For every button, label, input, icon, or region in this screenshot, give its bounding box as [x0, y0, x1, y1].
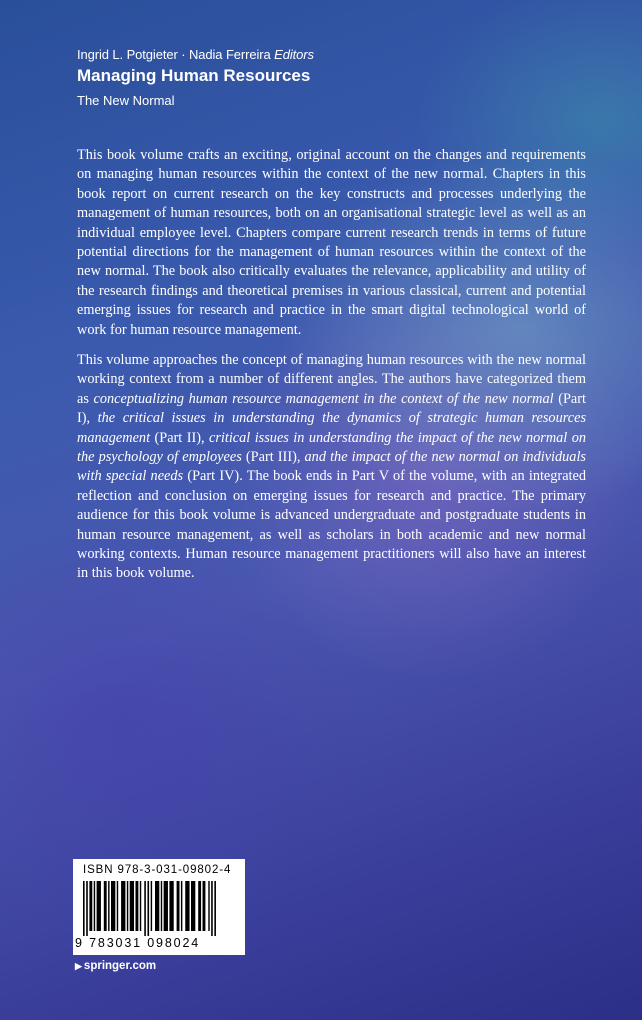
- barcode-bar: [135, 881, 138, 931]
- barcode-bar: [161, 881, 162, 931]
- barcode-bar: [89, 881, 92, 931]
- paragraph-2-segment: conceptualizing human resource management in the context of the new normal: [93, 390, 554, 407]
- barcode-bar: [108, 881, 109, 931]
- barcode-bars: [83, 881, 235, 936]
- book-title: Managing Human Resources: [77, 66, 311, 85]
- barcode-bar: [94, 881, 95, 931]
- blurb-paragraph-1: This book volume crafts an exciting, original account on the changes and requirements on managing human resources within the context of the new normal. Chapters in this book report on current research on the key constructs and processes underlying the management of human resources, both on an organisational strategic level as well as an individual employee level. Chapters compare current research trends in terms of future potential directions for the management of human resources within the context of the new normal. The book also critically evaluates the relevance, applicability and utility of the research findings and theoretical premises in various classical, current and potential emerging issues for research and practice in the smart digital technological world of work for human resource management.: [77, 147, 586, 338]
- book-subtitle: The New Normal: [77, 93, 175, 108]
- barcode-bar: [130, 881, 134, 931]
- barcode-bar: [86, 881, 88, 936]
- barcode-bar: [211, 881, 213, 936]
- editors-line: [77, 47, 314, 62]
- barcode-bar: [198, 881, 201, 931]
- paragraph-2-segment: This volume approaches the concept of managing human resources with the new normal working context from a number of different angles. The authors have categorized them as: [77, 352, 586, 407]
- barcode-bar: [147, 881, 149, 936]
- barcode-bar: [191, 881, 195, 931]
- paragraph-2-segment: (Part III),: [241, 449, 305, 466]
- ean-digits: 9 783031 098024: [75, 936, 201, 950]
- barcode-bar: [121, 881, 125, 931]
- publisher-link[interactable]: [75, 960, 156, 972]
- barcode-bar: [214, 881, 216, 936]
- barcode-bar: [140, 881, 141, 931]
- publisher-website: springer.com: [83, 960, 157, 972]
- barcode-bar: [127, 881, 128, 931]
- triangle-right-icon: ▶: [75, 961, 82, 971]
- barcode-bar: [177, 881, 180, 931]
- barcode-bar: [208, 881, 209, 931]
- paragraph-2-segment: and the impact of the new normal on individuals with special needs: [77, 449, 586, 485]
- editors-role: Editors: [274, 47, 314, 62]
- barcode-bar: [181, 881, 182, 931]
- barcode-bar: [164, 881, 168, 931]
- paragraph-2-segment: (Part II),: [150, 429, 209, 446]
- isbn-text: ISBN 978-3-031-09802-4: [83, 864, 232, 876]
- blurb-paragraph-2: [77, 351, 586, 584]
- barcode-bar: [203, 881, 206, 931]
- paragraph-2-segment: (Part I),: [77, 390, 587, 427]
- barcode-bar: [117, 881, 118, 931]
- barcode-bar: [144, 881, 146, 936]
- barcode-bar: [155, 881, 159, 931]
- barcode-bar: [151, 881, 152, 931]
- barcode-bar: [104, 881, 107, 931]
- barcode-bar: [185, 881, 189, 931]
- barcode-bar: [83, 881, 85, 936]
- barcode-bar: [111, 881, 115, 931]
- isbn-barcode: [73, 859, 245, 955]
- paragraph-2-segment: (Part IV). The book ends in Part V of the volume, with an integrated reflection and conclusion on emerging issues for research and practice. The primary audience for this book volume is advanced undergraduate and postgraduate students in human resource management, as well as scholars in both academic and new normal working contexts. Human resource management practitioners will also have an interest in this book volume.: [77, 468, 587, 582]
- editors-names: Ingrid L. Potgieter · Nadia Ferreira: [77, 47, 271, 62]
- barcode-bar: [97, 881, 101, 931]
- paragraph-2-segment: the critical issues in understanding the dynamics of strategic human resources management: [77, 410, 587, 446]
- barcode-bar: [169, 881, 173, 931]
- paragraph-2-segment: critical issues in understanding the impact of the new normal on the psychology of employees: [77, 429, 586, 466]
